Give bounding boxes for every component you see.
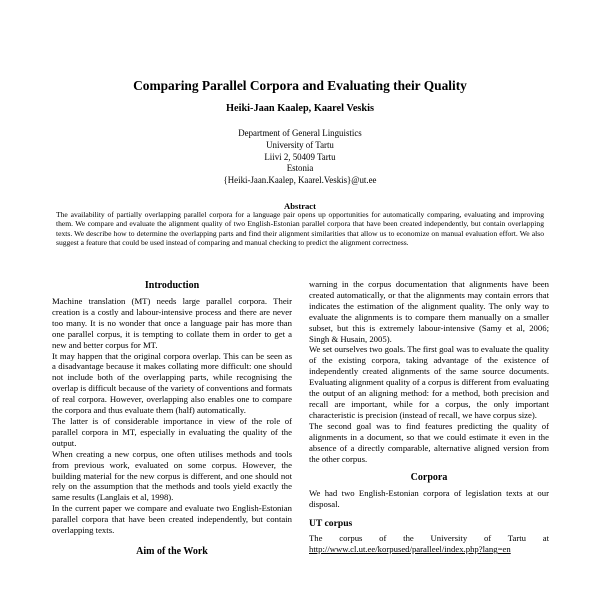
intro-paragraph-3: The latter is of considerable importance in view of the role of parallel corpora in MT, especially in evaluating the quality of the output. (52, 415, 292, 448)
section-heading-aim: Aim of the Work (136, 545, 208, 557)
abstract-heading: Abstract (284, 201, 316, 211)
subsection-heading-ut-corpus: UT corpus (309, 518, 353, 530)
affiliation-block (0, 128, 600, 187)
aim-paragraph-1: warning in the corpus documentation that alignments have been created automatically, or that the alignments may contain errors that indicates the estimation of the alignment quality. The only way to evaluate the alignments is to compare them manually on a smaller subset, but this is extremely labour-intensive (Samy et al, 2006; Singh & Husain, 2005). (309, 279, 549, 344)
aim-paragraph-2: We set ourselves two goals. The first goal was to evaluate the quality of the existing corpora, taking advantage of the existence of independently created alignments of the same source documents. Evaluating alignment quality of a corpus is different from evaluating the output of an aligning method: for a method, both precision and recall are important, while for a corpus, the only important characteristic is precision (instead of recall, we have corpus size). (309, 344, 549, 420)
left-column (52, 280, 292, 562)
right-column (309, 279, 549, 555)
intro-paragraph-1: Machine translation (MT) needs large parallel corpora. Their creation is a costly and labour-intensive process and there are never too many. It is no wonder that once a language pair has more than one parallel corpus, it is tempting to collate them in order to get a new and better corpus for MT. (52, 296, 292, 350)
paper-title: Comparing Parallel Corpora and Evaluating their Quality (133, 78, 467, 93)
intro-paragraph-2: It may happen that the original corpora overlap. This can be seen as a disadvantage because it makes collating more difficult: one should not include both of the overlapping parts, while recognising the overlap is difficult because of the variety of conventions and formats of real corpora. However, overlapping also enables one to compare the corpora and thus evaluate them (half) automatically. (52, 350, 292, 416)
affiliation-address: Liivi 2, 50409 Tartu (264, 151, 336, 162)
aim-paragraph-3: The second goal was to find features predicting the quality of alignments in a document, so that we could estimate it even in the absence of a directly comparable, alternative aligned version from the other corpus. (309, 420, 549, 464)
abstract-text: The availability of partially overlapping parallel corpora for a language pair opens up opportunities for automatically comparing, evaluating and improving them. We compare and evaluate the alignment quality of two English-Estonian parallel corpora that have been created independently, but contain overlapping texts. We describe how to determine the overlapping parts and find their alignment similarities that allow us to economize on manual evaluation effort. We also suggest a feature that could be used instead of comparing and manual checking to predict the alignment correctness. (56, 210, 544, 248)
intro-paragraph-5: In the current paper we compare and evaluate two English-Estonian parallel corpora that have been created independently, but contain overlapping texts. (52, 503, 292, 536)
ut-corpus-paragraph: The corpus of the University of Tartu at (309, 533, 549, 544)
affiliation-university: University of Tartu (266, 139, 334, 150)
corpora-paragraph: We had two English-Estonian corpora of legislation texts at our disposal. (309, 488, 549, 510)
ut-corpus-url: http://www.cl.ut.ee/korpused/paralleel/index.php?lang=en (309, 544, 511, 555)
affiliation-country: Estonia (286, 163, 314, 174)
section-heading-introduction: Introduction (144, 280, 200, 291)
section-heading-corpora: Corpora (410, 472, 448, 484)
intro-paragraph-4: When creating a new corpus, one often utilises methods and tools from previous work, evaluated on some corpus. However, the building material for the new corpus is different, and one should not rely on the assumption that the methods and tools yield exactly the same results (Langlais et al, 1998). (52, 448, 292, 503)
affiliation-emails: {Heiki-Jaan.Kaalep, Kaarel.Veskis}@ut.ee (223, 175, 377, 186)
paper-authors: Heiki-Jaan Kaalep, Kaarel Veskis (226, 103, 374, 114)
affiliation-department: Department of General Linguistics (238, 128, 362, 138)
